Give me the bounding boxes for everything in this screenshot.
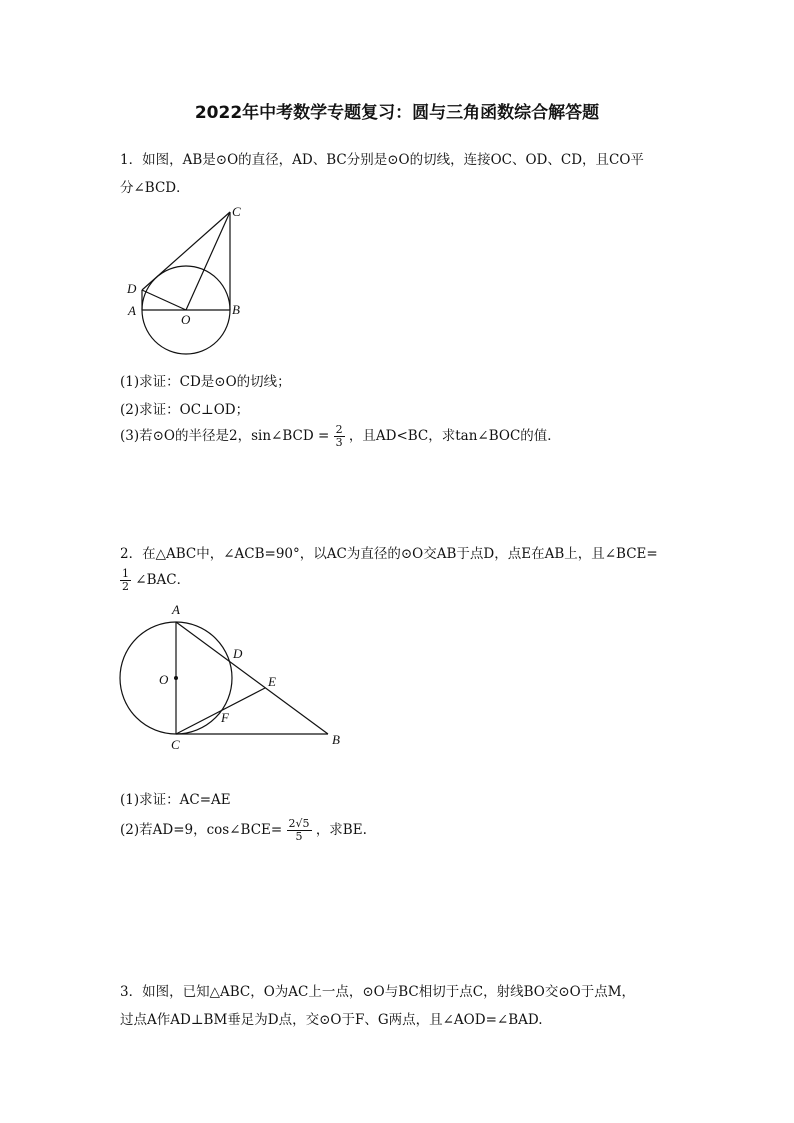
q2-figure: [110, 598, 360, 758]
q1-part3-text-b: ，且AD<BC，求tan∠BOC的值．: [348, 428, 561, 444]
q2-part2-fraction-den: 5: [295, 830, 303, 843]
q2-label-f: F: [221, 710, 229, 725]
q2-label-d: D: [233, 646, 243, 661]
q1-segment-oc: [186, 212, 230, 310]
q3-stem-line2: 过点A作AD⊥BM垂足为D点，交⊙O于F、G两点，且∠AOD=∠BAD.: [120, 1012, 543, 1028]
q2-part2-fraction: [287, 818, 312, 843]
q1-part3-fraction-den: 3: [335, 436, 343, 449]
q2-stem-fraction-num: 1: [122, 567, 129, 580]
q2-stem-fraction: [120, 568, 131, 593]
q2-label-a: A: [172, 602, 180, 617]
q1-part2: (2)求证：OC⊥OD；: [120, 402, 250, 418]
q1-stem-line1: 1．如图，AB是⊙O的直径，AD、BC分别是⊙O的切线，连接OC、OD、CD，且CO平: [120, 152, 644, 168]
q2-label-b: B: [332, 732, 340, 747]
q1-stem-line2: 分∠BCD．: [120, 180, 190, 196]
q2-label-e: E: [268, 674, 276, 689]
q2-stem-fraction-den: 2: [122, 580, 129, 593]
q1-label-a: A: [128, 303, 136, 318]
q1-part3-text-a: (3)若⊙O的半径是2，sin∠BCD =: [120, 428, 330, 444]
q1-label-o: O: [181, 312, 191, 327]
q1-part3-fraction: [334, 424, 345, 449]
q1-part3-fraction-num: 2: [335, 423, 343, 436]
q2-part1: (1)求证：AC=AE: [120, 792, 231, 808]
page-title: 2022年中考数学专题复习：圆与三角函数综合解答题: [194, 103, 600, 123]
q2-part2-text-b: ，求BE.: [315, 822, 367, 838]
q2-label-o: O: [159, 672, 169, 687]
q2-stem-line1: 2．在△ABC中，∠ACB=90°，以AC为直径的⊙O交AB于点D，点E在AB上，且∠BCE=: [120, 546, 658, 562]
q1-label-c: C: [232, 204, 241, 219]
q2-label-c: C: [171, 737, 180, 752]
q1-part1: (1)求证：CD是⊙O的切线；: [120, 374, 291, 390]
q2-stem-text: ∠BAC．: [135, 572, 191, 588]
q2-center-dot: [174, 676, 178, 680]
q3-stem-line1: 3．如图，已知△ABC，O为AC上一点，⊙O与BC相切于点C，射线BO交⊙O于点M，: [120, 984, 636, 1000]
q1-figure: [118, 200, 258, 360]
q2-part2-fraction-num: 2√5: [288, 817, 310, 830]
q1-label-d: D: [127, 281, 137, 296]
q2-part2: [120, 818, 367, 843]
q2-stem-line2: [120, 568, 190, 593]
q2-segment-ab: [176, 622, 328, 734]
q1-label-b: B: [232, 302, 240, 317]
q2-part2-text-a: (2)若AD=9，cos∠BCE=: [120, 822, 283, 838]
q1-segment-od: [142, 290, 186, 310]
q1-part3: [120, 424, 561, 449]
